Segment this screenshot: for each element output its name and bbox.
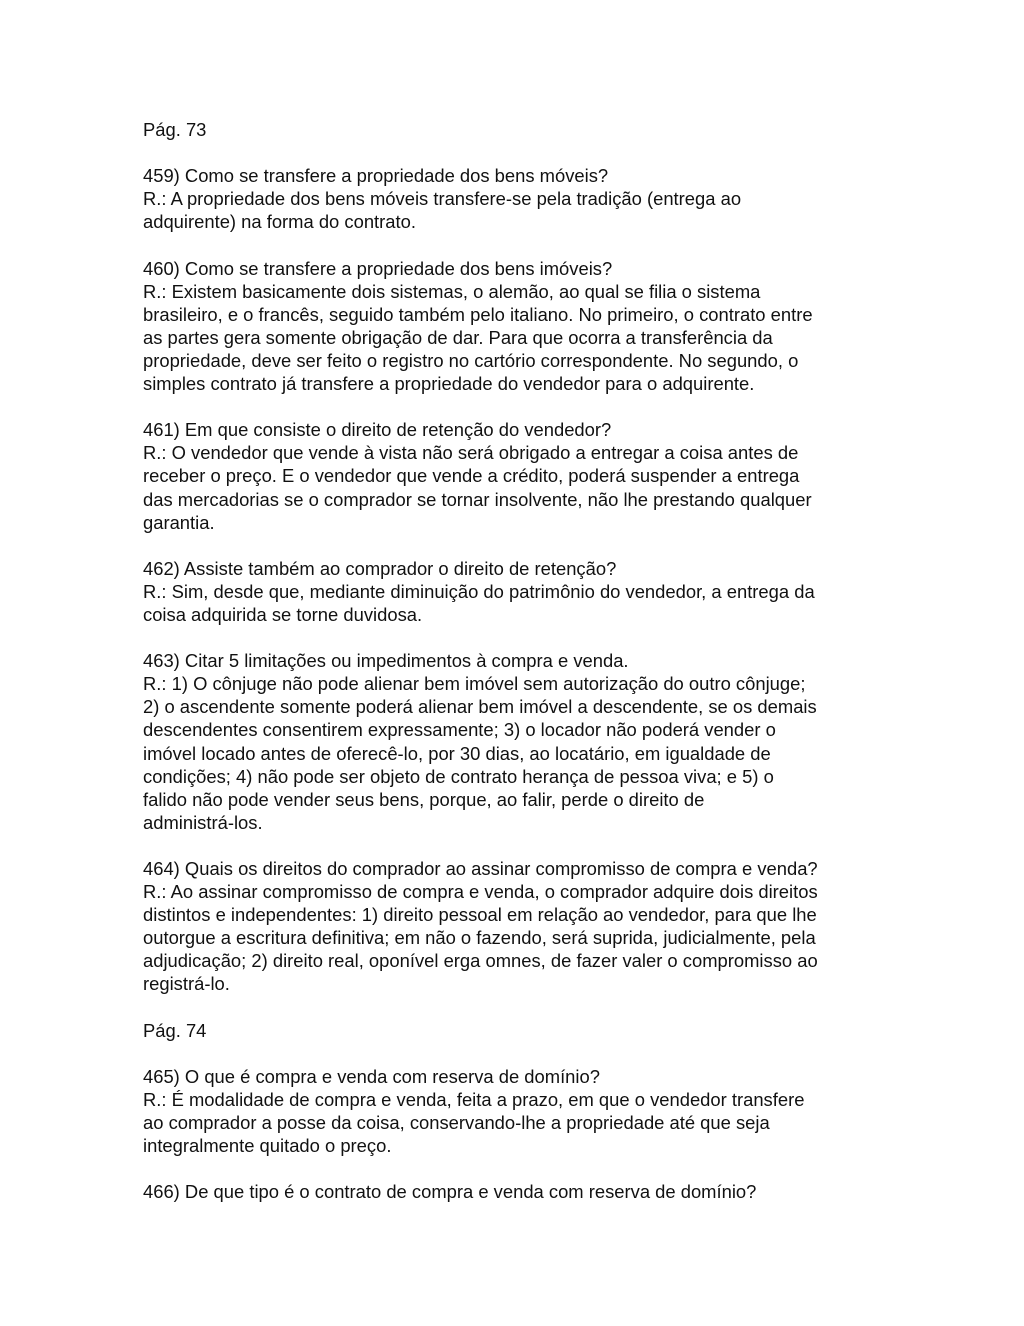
question-text: 460) Como se transfere a propriedade dos bens imóveis? [143, 257, 613, 279]
answer-line: R.: Ao assinar compromisso de compra e venda, o comprador adquire dois direitos [143, 881, 818, 903]
answer-line: R.: É modalidade de compra e venda, feita a prazo, em que o vendedor transfere [143, 1088, 805, 1110]
answer-line: adjudicação; 2) direito real, oponível erga omnes, de fazer valer o compromisso ao [143, 950, 818, 972]
answer-line: garantia. [143, 511, 215, 533]
question-text: 459) Como se transfere a propriedade dos bens móveis? [143, 165, 609, 187]
answer-line: R.: O vendedor que vende à vista não será obrigado a entregar a coisa antes de [143, 442, 799, 464]
answer-line: receber o preço. E o vendedor que vende a crédito, poderá suspender a entrega [143, 465, 800, 487]
page-number-label: Pág. 74 [143, 1019, 207, 1041]
qa-block-462 [143, 557, 903, 626]
document-body [143, 118, 903, 1203]
qa-block-465 [143, 1065, 903, 1157]
answer-line: R.: Sim, desde que, mediante diminuição do patrimônio do vendedor, a entrega da [143, 580, 815, 602]
question-text: 466) De que tipo é o contrato de compra e venda com reserva de domínio? [143, 1181, 757, 1203]
question-text: 465) O que é compra e venda com reserva de domínio? [143, 1065, 600, 1087]
answer-line: ao comprador a posse da coisa, conservando-lhe a propriedade até que seja [143, 1112, 770, 1134]
page-number-label: Pág. 73 [143, 119, 207, 140]
qa-block-464 [143, 857, 903, 996]
answer-line: simples contrato já transfere a propriedade do vendedor para o adquirente. [143, 373, 755, 395]
answer-line: R.: A propriedade dos bens móveis transfere-se pela tradição (entrega ao [143, 188, 742, 210]
question-text: 461) Em que consiste o direito de retenção do vendedor? [143, 419, 612, 441]
answer-line: falido não pode vender seus bens, porque, ao falir, perde o direito de [143, 788, 705, 810]
answer-line: brasileiro, e o francês, seguido também pelo italiano. No primeiro, o contrato entre [143, 303, 813, 325]
answer-line: R.: Existem basicamente dois sistemas, o alemão, ao qual se filia o sistema [143, 280, 761, 302]
answer-line: administrá-los. [143, 811, 263, 833]
qa-block-460 [143, 257, 903, 396]
answer-line: distintos e independentes: 1) direito pessoal em relação ao vendedor, para que lhe [143, 904, 817, 926]
answer-line: integralmente quitado o preço. [143, 1135, 392, 1157]
answer-line: registrá-lo. [143, 973, 230, 995]
answer-line: imóvel locado antes de oferecê-lo, por 30 dias, ao locatário, em igualdade de [143, 742, 771, 764]
qa-block-459 [143, 164, 903, 233]
qa-block-466 [143, 1180, 903, 1203]
qa-block-461 [143, 418, 903, 533]
question-text: 462) Assiste também ao comprador o direito de retenção? [143, 557, 617, 579]
answer-line: descendentes consentirem expressamente; 3) o locador não poderá vender o [143, 719, 776, 741]
question-text: 464) Quais os direitos do comprador ao assinar compromisso de compra e venda? [143, 858, 818, 879]
answer-line: condições; 4) não pode ser objeto de contrato herança de pessoa viva; e 5) o [143, 765, 774, 787]
answer-line: das mercadorias se o comprador se tornar insolvente, não lhe prestando qualquer [143, 488, 812, 510]
answer-line: R.: 1) O cônjuge não pode alienar bem imóvel sem autorização do outro cônjuge; [143, 673, 806, 695]
answer-line: adquirente) na forma do contrato. [143, 211, 416, 233]
question-text: 463) Citar 5 limitações ou impedimentos à compra e venda. [143, 650, 629, 672]
answer-line: propriedade, deve ser feito o registro no cartório correspondente. No segundo, o [143, 349, 799, 371]
answer-line: 2) o ascendente somente poderá alienar bem imóvel a descendente, se os demais [143, 696, 817, 718]
qa-block-463 [143, 649, 903, 834]
answer-line: as partes gera somente obrigação de dar. Para que ocorra a transferência da [143, 326, 773, 348]
answer-line: outorgue a escritura definitiva; em não o fazendo, será suprida, judicialmente, pela [143, 927, 816, 949]
answer-line: coisa adquirida se torne duvidosa. [143, 603, 423, 625]
